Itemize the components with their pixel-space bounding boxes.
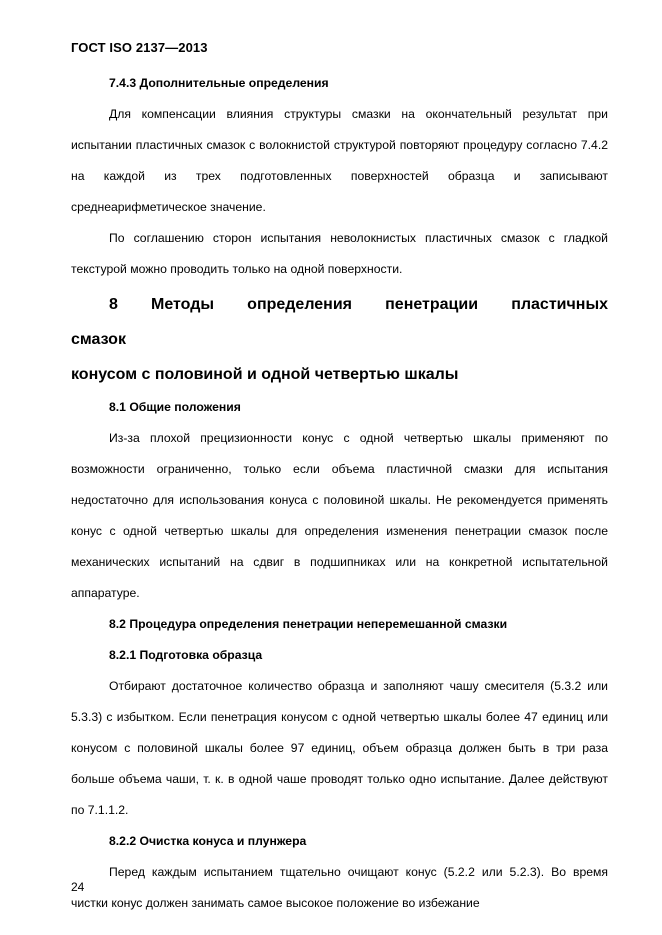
paragraph: Отбирают достаточное количество образца и заполняют чашу смесителя (5.3.2 или 5.3.3) с избытком. Если пенетрация конусом с одной четвертью шкалы более 47 единиц или конусом с половиной шкалы более 97 единиц, объем образца должен быть в три раза больше объема чаши, т. к. в одной чаше проводят только одно испытание. Далее действуют по 7.1.1.2. bbox=[71, 679, 608, 817]
page-body bbox=[71, 68, 608, 919]
subsection-heading-8-1: 8.1 Общие положения bbox=[109, 400, 241, 414]
subsection-heading-8-2: 8.2 Процедура определения пенетрации неперемешанной смазки bbox=[109, 617, 508, 631]
page-number: 24 bbox=[71, 880, 85, 894]
paragraph: По соглашению сторон испытания неволокнистых пластичных смазок с гладкой текстурой можно проводить только на одной поверхности. bbox=[71, 231, 608, 276]
paragraph: Для компенсации влияния структуры смазки на окончательный результат при испытании пластичных смазок с волокнистой структурой повторяют процедуру согласно 7.4.2 на каждой из трех подготовленных поверхностей образца и записывают среднеарифметическое значение. bbox=[71, 107, 608, 214]
paragraph: Из-за плохой прецизионности конус с одной четвертью шкалы применяют по возможности ограниченно, только если объема пластичной смазки для испытания недостаточно для использования конуса с половиной шкалы. Не рекомендуется применять конус с одной четвертью шкалы для определения изменения пенетрации смазок после механических испытаний на сдвиг в подшипниках или на конкретной испытательной аппаратуре. bbox=[71, 431, 608, 600]
document-header: ГОСТ ISO 2137—2013 bbox=[71, 40, 208, 55]
subsection-heading-8-2-1: 8.2.1 Подготовка образца bbox=[109, 648, 263, 662]
section-heading-line-2: конусом с половиной и одной четвертью шкалы bbox=[71, 366, 459, 383]
subsection-heading-8-2-2: 8.2.2 Очистка конуса и плунжера bbox=[109, 834, 307, 848]
section-heading-line-1: 8 Методы определения пенетрации пластичных смазок bbox=[71, 296, 608, 348]
paragraph: Перед каждым испытанием тщательно очищают конус (5.2.2 или 5.2.3). Во время чистки конус должен занимать самое высокое положение во избежание bbox=[71, 865, 608, 910]
subsection-heading-7-4-3: 7.4.3 Дополнительные определения bbox=[109, 76, 329, 90]
section-heading-8 bbox=[71, 287, 608, 357]
section-heading-8-continued bbox=[71, 357, 608, 392]
